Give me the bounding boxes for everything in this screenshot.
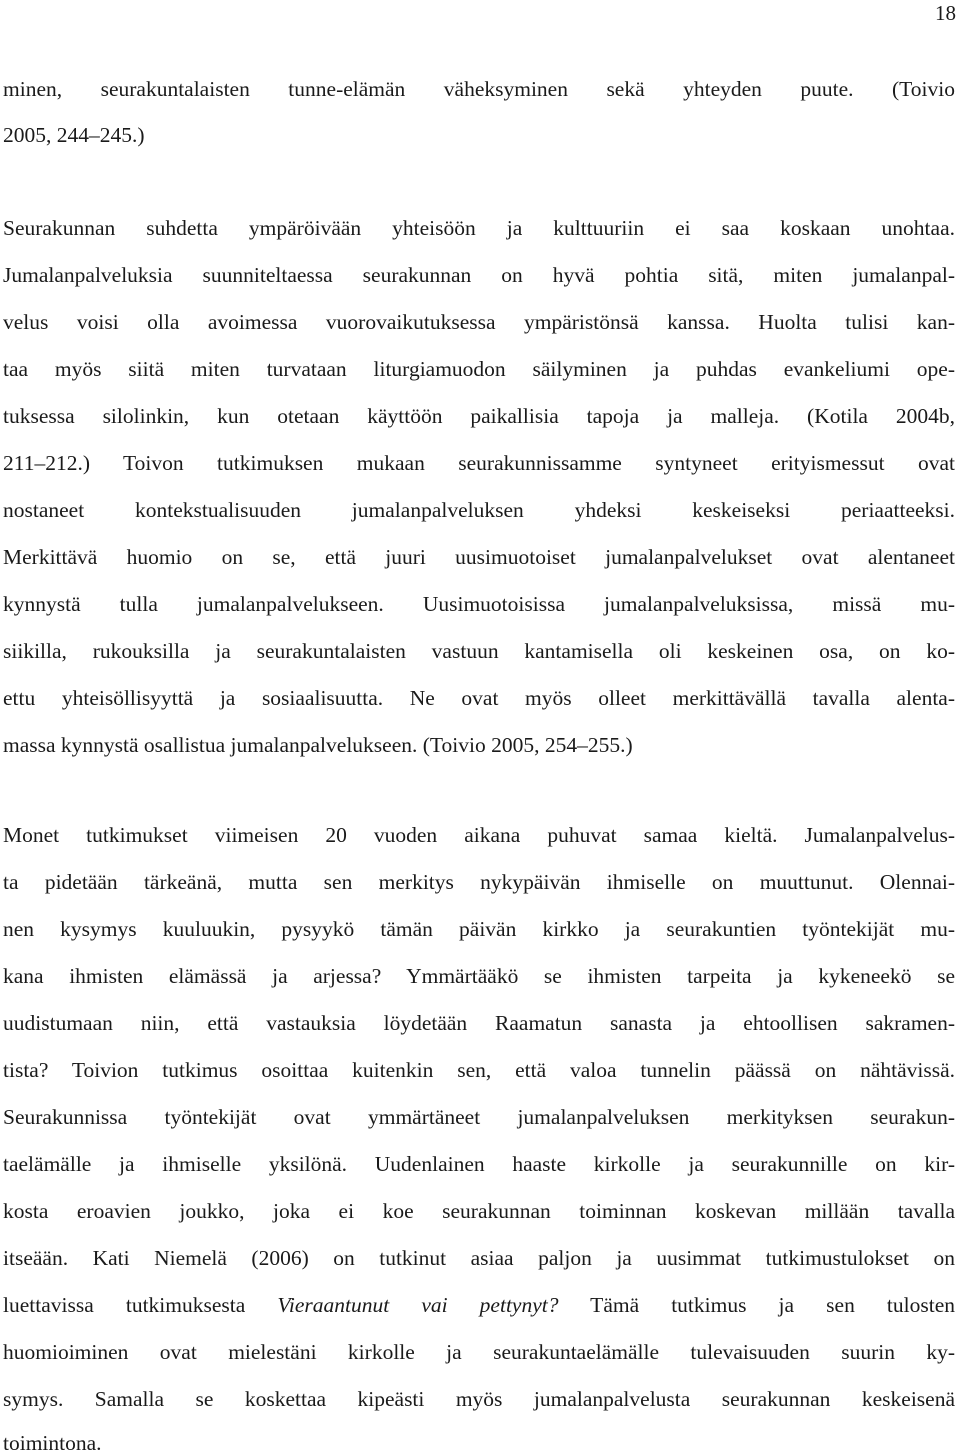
text-line: uudistumaan niin, että vastauksia löydetään Raamatun sanasta ja ehtoollisen sakramen- bbox=[3, 1011, 955, 1035]
text-span: Tämä tutkimus ja sen tulosten bbox=[558, 1293, 955, 1317]
text-line: toimintona. bbox=[3, 1431, 102, 1455]
text-line: itseään. Kati Niemelä (2006) on tutkinut asiaa paljon ja uusimmat tutkimustulokset on bbox=[3, 1246, 955, 1270]
text-line: tista? Toivion tutkimus osoittaa kuitenkin sen, että valoa tunnelin päässä on nähtävissä. bbox=[3, 1058, 955, 1082]
text-line: kynnystä tulla jumalanpalvelukseen. Uusimuotoisissa jumalanpalveluksissa, missä mu- bbox=[3, 592, 955, 616]
text-line: nostaneet kontekstualisuuden jumalanpalveluksen yhdeksi keskeiseksi periaatteeksi. bbox=[3, 498, 955, 522]
text-line: Monet tutkimukset viimeisen 20 vuoden aikana puhuvat samaa kieltä. Jumalanpalvelus- bbox=[3, 823, 955, 847]
text-line: Seurakunnan suhdetta ympäröivään yhteisöön ja kulttuuriin ei saa koskaan unohtaa. bbox=[3, 216, 955, 240]
text-span: luettavissa tutkimuksesta bbox=[3, 1293, 278, 1317]
text-line: minen, seurakuntalaisten tunne-elämän väheksyminen sekä yhteyden puute. (Toivio bbox=[3, 77, 955, 101]
text-line: ta pidetään tärkeänä, mutta sen merkitys nykypäivän ihmiselle on muuttunut. Olennai- bbox=[3, 870, 955, 894]
text-line: tuksessa silolinkin, kun otetaan käyttöön paikallisia tapoja ja malleja. (Kotila 2004b, bbox=[3, 404, 955, 428]
text-line: 211–212.) Toivon tutkimuksen mukaan seurakunnissamme syntyneet erityismessut ovat bbox=[3, 451, 955, 475]
text-line: Jumalanpalveluksia suunniteltaessa seurakunnan on hyvä pohtia sitä, miten jumalanpal- bbox=[3, 263, 955, 287]
text-line: kana ihmisten elämässä ja arjessa? Ymmärtääkö se ihmisten tarpeita ja kykeneekö se bbox=[3, 964, 955, 988]
text-line: symys. Samalla se koskettaa kipeästi myös jumalanpalvelusta seurakunnan keskeisenä bbox=[3, 1387, 955, 1411]
text-line: huomioiminen ovat mielestäni kirkolle ja seurakuntaelämälle tulevaisuuden suurin ky- bbox=[3, 1340, 955, 1364]
text-line-with-title bbox=[3, 1292, 955, 1318]
text-line: siikilla, rukouksilla ja seurakuntalaisten vastuun kantamisella oli keskeinen osa, on ko- bbox=[3, 639, 955, 663]
text-line: Merkittävä huomio on se, että juuri uusimuotoiset jumalanpalvelukset ovat alentaneet bbox=[3, 545, 955, 569]
text-line: 2005, 244–245.) bbox=[3, 123, 145, 147]
text-line: taelämälle ja ihmiselle yksilönä. Uudenlainen haaste kirkolle ja seurakunnille on kir- bbox=[3, 1152, 955, 1176]
text-line: Seurakunnissa työntekijät ovat ymmärtäneet jumalanpalveluksen merkityksen seurakun- bbox=[3, 1105, 955, 1129]
text-line: kosta eroavien joukko, joka ei koe seurakunnan toiminnan koskevan millään tavalla bbox=[3, 1199, 955, 1223]
text-line: taa myös siitä miten turvataan liturgiamuodon säilyminen ja puhdas evankeliumi ope- bbox=[3, 357, 955, 381]
text-line: nen kysymys kuuluukin, pysyykö tämän päivän kirkko ja seurakuntien työntekijät mu- bbox=[3, 917, 955, 941]
text-line: velus voisi olla avoimessa vuorovaikutuksessa ympäristönsä kanssa. Huolta tulisi kan- bbox=[3, 310, 955, 334]
text-line: massa kynnystä osallistua jumalanpalvelukseen. (Toivio 2005, 254–255.) bbox=[3, 733, 633, 757]
book-title: Vieraantunut vai pettynyt? bbox=[277, 1293, 559, 1317]
text-line: ettu yhteisöllisyyttä ja sosiaalisuutta. Ne ovat myös olleet merkittävällä tavalla alenta- bbox=[3, 686, 955, 710]
page-number: 18 bbox=[935, 1, 956, 25]
